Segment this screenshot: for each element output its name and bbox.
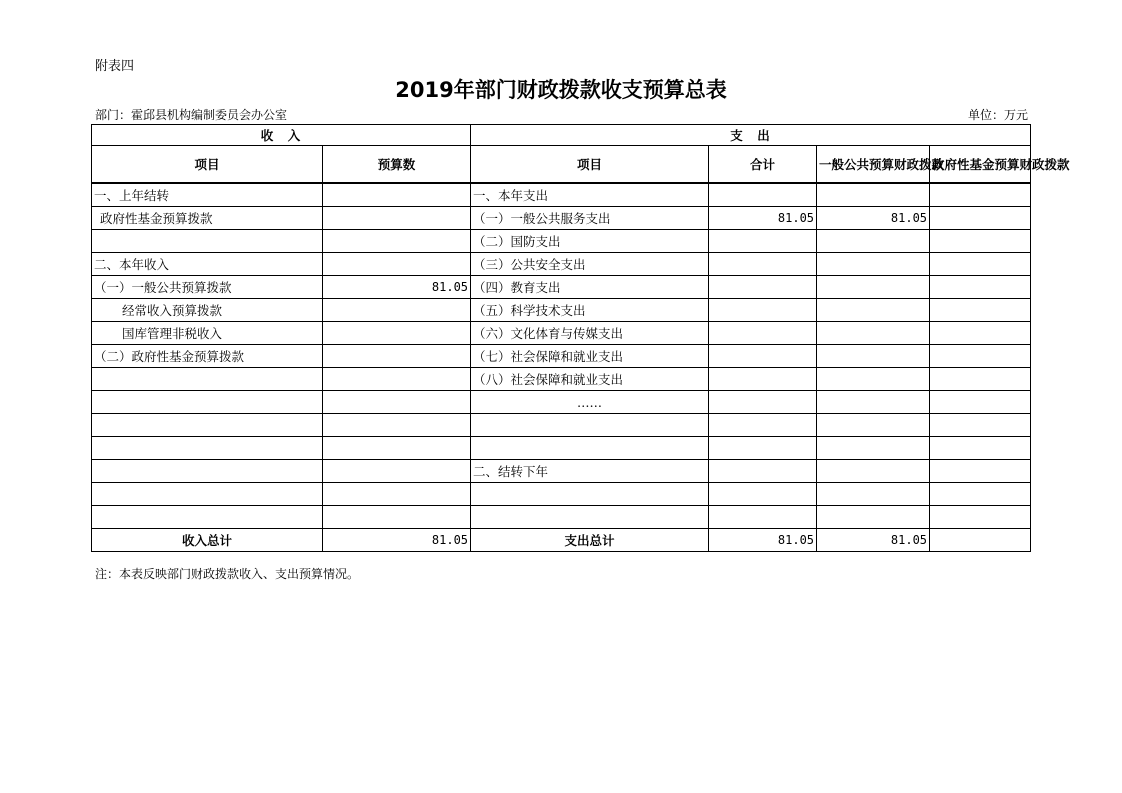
- expense-item: （二）国防支出: [471, 230, 709, 253]
- expense-general: [817, 368, 930, 391]
- income-item: [92, 391, 323, 414]
- expense-general: 81.05: [817, 207, 930, 230]
- expense-item: （四）教育支出: [471, 276, 709, 299]
- expense-general: [817, 414, 930, 437]
- table-row: [92, 506, 1031, 529]
- expense-fund: [930, 368, 1031, 391]
- expense-total: [709, 506, 817, 529]
- income-item: （二）政府性基金预算拨款: [92, 345, 323, 368]
- expense-fund: [930, 483, 1031, 506]
- expense-general: [817, 437, 930, 460]
- table-row: [92, 368, 1031, 391]
- expense-general: [817, 391, 930, 414]
- income-section-header: 收 入: [92, 125, 471, 146]
- expense-total: [709, 391, 817, 414]
- attachment-label: 附表四: [95, 59, 135, 74]
- col-expense-item: 项目: [471, 146, 709, 184]
- expense-total-label: 支出总计: [471, 529, 709, 552]
- expense-fund: [930, 276, 1031, 299]
- income-budget: [323, 253, 471, 276]
- expense-total: [709, 253, 817, 276]
- income-budget: [323, 506, 471, 529]
- income-item: （一）一般公共预算拨款: [92, 276, 323, 299]
- expense-general: [817, 230, 930, 253]
- expense-total: [709, 437, 817, 460]
- income-budget: [323, 207, 471, 230]
- expense-item: （八）社会保障和就业支出: [471, 368, 709, 391]
- col-income-budget: 预算数: [323, 146, 471, 184]
- income-budget: 81.05: [323, 276, 471, 299]
- expense-general: [817, 483, 930, 506]
- expense-item: [471, 437, 709, 460]
- table-row: [92, 253, 1031, 276]
- expense-item: [471, 506, 709, 529]
- expense-general-total-value: 81.05: [817, 529, 930, 552]
- expense-fund: [930, 322, 1031, 345]
- table-row: [92, 483, 1031, 506]
- table-row: [92, 322, 1031, 345]
- expense-total: [709, 322, 817, 345]
- expense-fund: [930, 391, 1031, 414]
- expense-general: [817, 506, 930, 529]
- expense-total: [709, 276, 817, 299]
- section-header-row: [92, 125, 1031, 146]
- expense-total: [709, 460, 817, 483]
- expense-total: 81.05: [709, 207, 817, 230]
- income-budget: [323, 437, 471, 460]
- table-row: [92, 460, 1031, 483]
- income-budget: [323, 460, 471, 483]
- table-row: [92, 207, 1031, 230]
- income-item: 二、本年收入: [92, 253, 323, 276]
- expense-item: 二、结转下年: [471, 460, 709, 483]
- expense-total: [709, 345, 817, 368]
- table-row: [92, 183, 1031, 207]
- expense-fund: [930, 183, 1031, 207]
- income-item: [92, 460, 323, 483]
- expense-item: （一）一般公共服务支出: [471, 207, 709, 230]
- income-item: [92, 414, 323, 437]
- expense-general: [817, 345, 930, 368]
- income-item: 一、上年结转: [92, 183, 323, 207]
- expense-general: [817, 299, 930, 322]
- expense-item: （六）文化体育与传媒支出: [471, 322, 709, 345]
- expense-total: [709, 230, 817, 253]
- table-row: [92, 276, 1031, 299]
- income-budget: [323, 414, 471, 437]
- expense-item: （七）社会保障和就业支出: [471, 345, 709, 368]
- income-budget: [323, 483, 471, 506]
- expense-item: （三）公共安全支出: [471, 253, 709, 276]
- income-item: [92, 506, 323, 529]
- income-item: 政府性基金预算拨款: [92, 207, 323, 230]
- income-item: 经常收入预算拨款: [92, 299, 323, 322]
- income-budget: [323, 183, 471, 207]
- column-header-row: [92, 146, 1031, 184]
- expense-fund: [930, 299, 1031, 322]
- income-item: [92, 368, 323, 391]
- expense-general: [817, 183, 930, 207]
- expense-fund: [930, 253, 1031, 276]
- expense-general: [817, 276, 930, 299]
- expense-item-ellipsis: ……: [471, 391, 709, 414]
- income-budget: [323, 299, 471, 322]
- expense-fund: [930, 207, 1031, 230]
- budget-table: [91, 124, 1070, 552]
- table-row: [92, 414, 1031, 437]
- expense-total: [709, 414, 817, 437]
- income-budget: [323, 230, 471, 253]
- col-expense-total: 合计: [709, 146, 817, 184]
- expense-general: [817, 253, 930, 276]
- table-row: [92, 437, 1031, 460]
- expense-general: [817, 460, 930, 483]
- expense-total-value: 81.05: [709, 529, 817, 552]
- page-title: 2019年部门财政拨款收支预算总表: [395, 78, 727, 102]
- expense-section-header: 支 出: [471, 125, 1031, 146]
- department-label: 部门：霍邱县机构编制委员会办公室: [95, 108, 288, 122]
- col-expense-general: 一般公共预算财政拨款: [817, 146, 930, 184]
- expense-item: [471, 483, 709, 506]
- income-budget: [323, 368, 471, 391]
- expense-item: 一、本年支出: [471, 183, 709, 207]
- expense-fund: [930, 437, 1031, 460]
- col-income-item: 项目: [92, 146, 323, 184]
- income-item: 国库管理非税收入: [92, 322, 323, 345]
- income-item: [92, 230, 323, 253]
- table-footnote: 注：本表反映部门财政拨款收入、支出预算情况。: [95, 567, 360, 581]
- income-item: [92, 483, 323, 506]
- table-row: [92, 230, 1031, 253]
- total-row: [92, 529, 1031, 552]
- income-budget: [323, 322, 471, 345]
- income-total-value: 81.05: [323, 529, 471, 552]
- expense-total: [709, 299, 817, 322]
- expense-fund-total-value: [930, 529, 1031, 552]
- expense-fund: [930, 460, 1031, 483]
- income-item: [92, 437, 323, 460]
- table-row: [92, 299, 1031, 322]
- expense-item: [471, 414, 709, 437]
- expense-total: [709, 183, 817, 207]
- expense-fund: [930, 345, 1031, 368]
- table-row: [92, 391, 1031, 414]
- expense-total: [709, 368, 817, 391]
- expense-fund: [930, 414, 1031, 437]
- unit-label: 单位：万元: [968, 108, 1029, 122]
- expense-item: （五）科学技术支出: [471, 299, 709, 322]
- income-total-label: 收入总计: [92, 529, 323, 552]
- income-budget: [323, 345, 471, 368]
- expense-fund: [930, 506, 1031, 529]
- expense-fund: [930, 230, 1031, 253]
- income-budget: [323, 391, 471, 414]
- col-expense-fund: 政府性基金预算财政拨款: [930, 146, 1031, 184]
- expense-total: [709, 483, 817, 506]
- expense-general: [817, 322, 930, 345]
- table-row: [92, 345, 1031, 368]
